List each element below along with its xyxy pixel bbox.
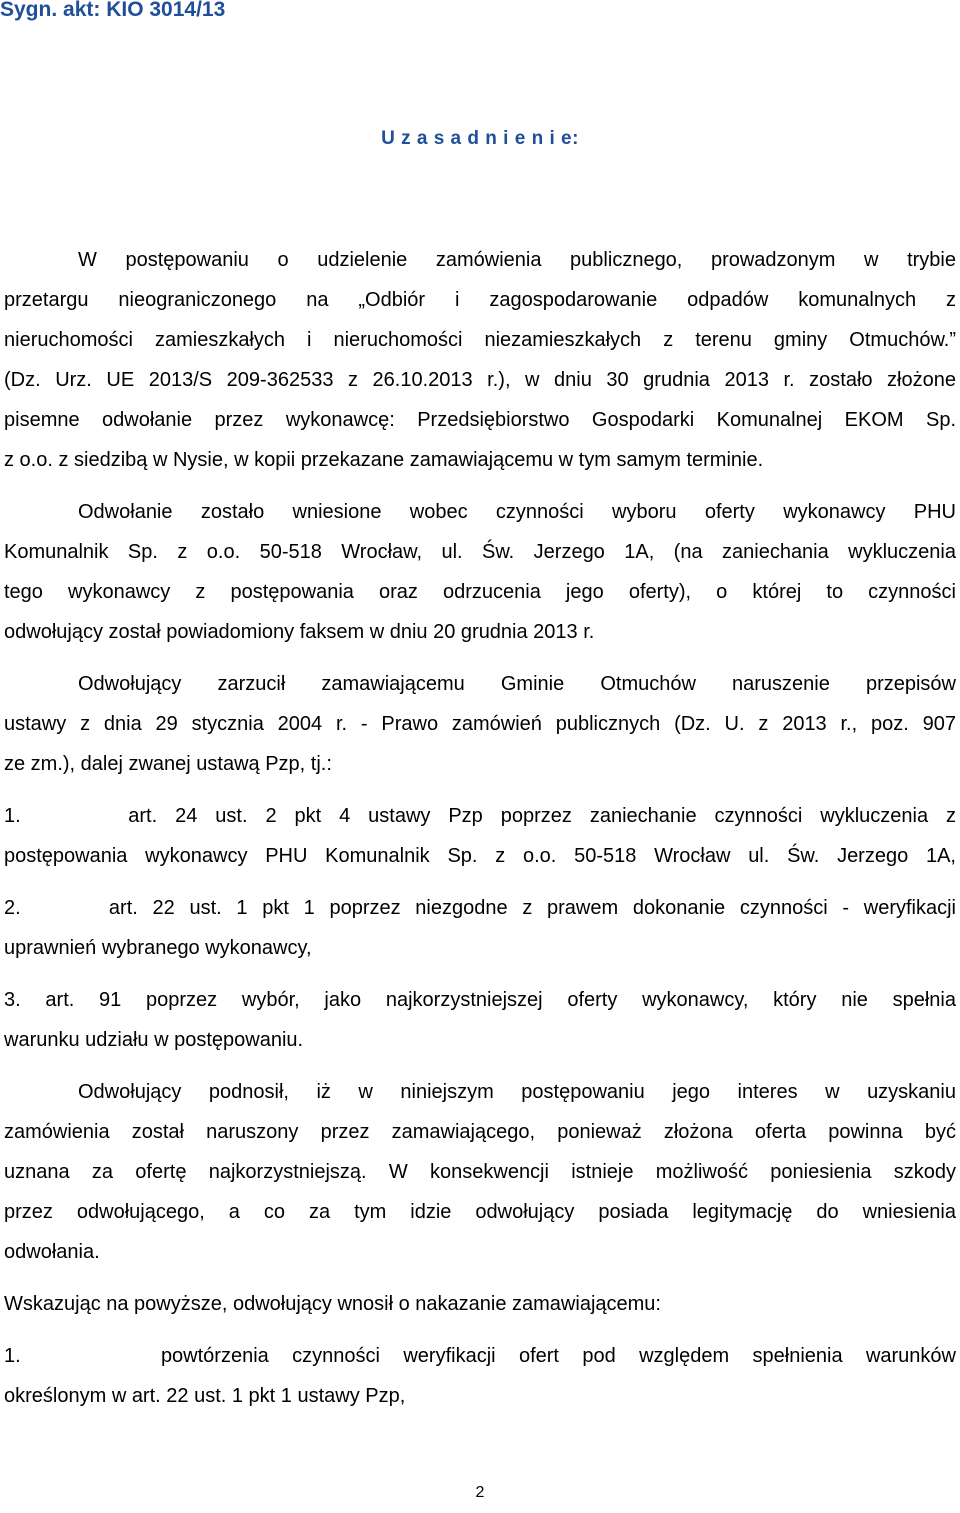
- text-line: Odwołujący zarzucił zamawiającemu Gminie Otmuchów naruszenie przepisów: [78, 673, 956, 695]
- text-line: tego wykonawcy z postępowania oraz odrzucenia jego oferty), o której to czynności: [4, 581, 956, 603]
- text-line: określonym w art. 22 ust. 1 pkt 1 ustawy Pzp,: [4, 1385, 406, 1407]
- list-item-text: 2. art. 22 ust. 1 pkt 1 poprzez niezgodne z prawem dokonanie czynności - weryfikacji: [4, 897, 956, 919]
- list-item-text: 3. art. 91 poprzez wybór, jako najkorzystniejszej oferty wykonawcy, który nie spełnia: [4, 989, 956, 1011]
- text-line: przez odwołującego, a co za tym idzie odwołujący posiada legitymację do wniesienia: [4, 1201, 956, 1223]
- section-heading: U z a s a d n i e n i e:: [381, 128, 579, 149]
- text-line: Odwołujący podnosił, iż w niniejszym postępowaniu jego interes w uzyskaniu: [78, 1081, 956, 1103]
- text-line: odwołania.: [4, 1241, 100, 1263]
- case-signature: Sygn. akt: KIO 3014/13: [0, 0, 226, 21]
- text-line: warunku udziału w postępowaniu.: [4, 1029, 304, 1051]
- text-line: (Dz. Urz. UE 2013/S 209-362533 z 26.10.2013 r.), w dniu 30 grudnia 2013 r. zostało złożone: [4, 369, 956, 391]
- text-line: przetargu nieograniczonego na „Odbiór i zagospodarowanie odpadów komunalnych z: [4, 289, 956, 311]
- list-item-text: 1. art. 24 ust. 2 pkt 4 ustawy Pzp poprzez zaniechanie czynności wykluczenia z: [4, 805, 956, 827]
- text-line: Komunalnik Sp. z o.o. 50-518 Wrocław, ul. Św. Jerzego 1A, (na zaniechania wykluczenia: [4, 541, 956, 563]
- text-line: ustawy z dnia 29 stycznia 2004 r. - Prawo zamówień publicznych (Dz. U. z 2013 r., poz. 907: [4, 713, 956, 735]
- text-line: uznana za ofertę najkorzystniejszą. W konsekwencji istnieje możliwość poniesienia szkody: [4, 1161, 956, 1183]
- text-line: W postępowaniu o udzielenie zamówienia publicznego, prowadzonym w trybie: [78, 249, 956, 271]
- text-line: z o.o. z siedzibą w Nysie, w kopii przekazane zamawiającemu w tym samym terminie.: [4, 449, 764, 471]
- text-line: Odwołanie zostało wniesione wobec czynności wyboru oferty wykonawcy PHU: [78, 501, 956, 523]
- page-number: 2: [475, 1484, 485, 1501]
- text-line: ze zm.), dalej zwanej ustawą Pzp, tj.:: [4, 753, 332, 775]
- text-line: nieruchomości zamieszkałych i nieruchomości niezamieszkałych z terenu gminy Otmuchów.”: [4, 329, 956, 351]
- text-line: Wskazując na powyższe, odwołujący wnosił o nakazanie zamawiającemu:: [4, 1293, 661, 1315]
- text-line: odwołujący został powiadomiony faksem w dniu 20 grudnia 2013 r.: [4, 621, 595, 643]
- text-line: zamówienia został naruszony przez zamawiającego, ponieważ złożona oferta powinna być: [4, 1121, 956, 1143]
- text-line: uprawnień wybranego wykonawcy,: [4, 937, 312, 959]
- text-line: pisemne odwołanie przez wykonawcę: Przedsiębiorstwo Gospodarki Komunalnej EKOM Sp.: [4, 409, 956, 431]
- text-line: postępowania wykonawcy PHU Komunalnik Sp. z o.o. 50-518 Wrocław ul. Św. Jerzego 1A,: [4, 845, 956, 867]
- list-item-text: 1. powtórzenia czynności weryfikacji ofert pod względem spełnienia warunków: [4, 1345, 956, 1367]
